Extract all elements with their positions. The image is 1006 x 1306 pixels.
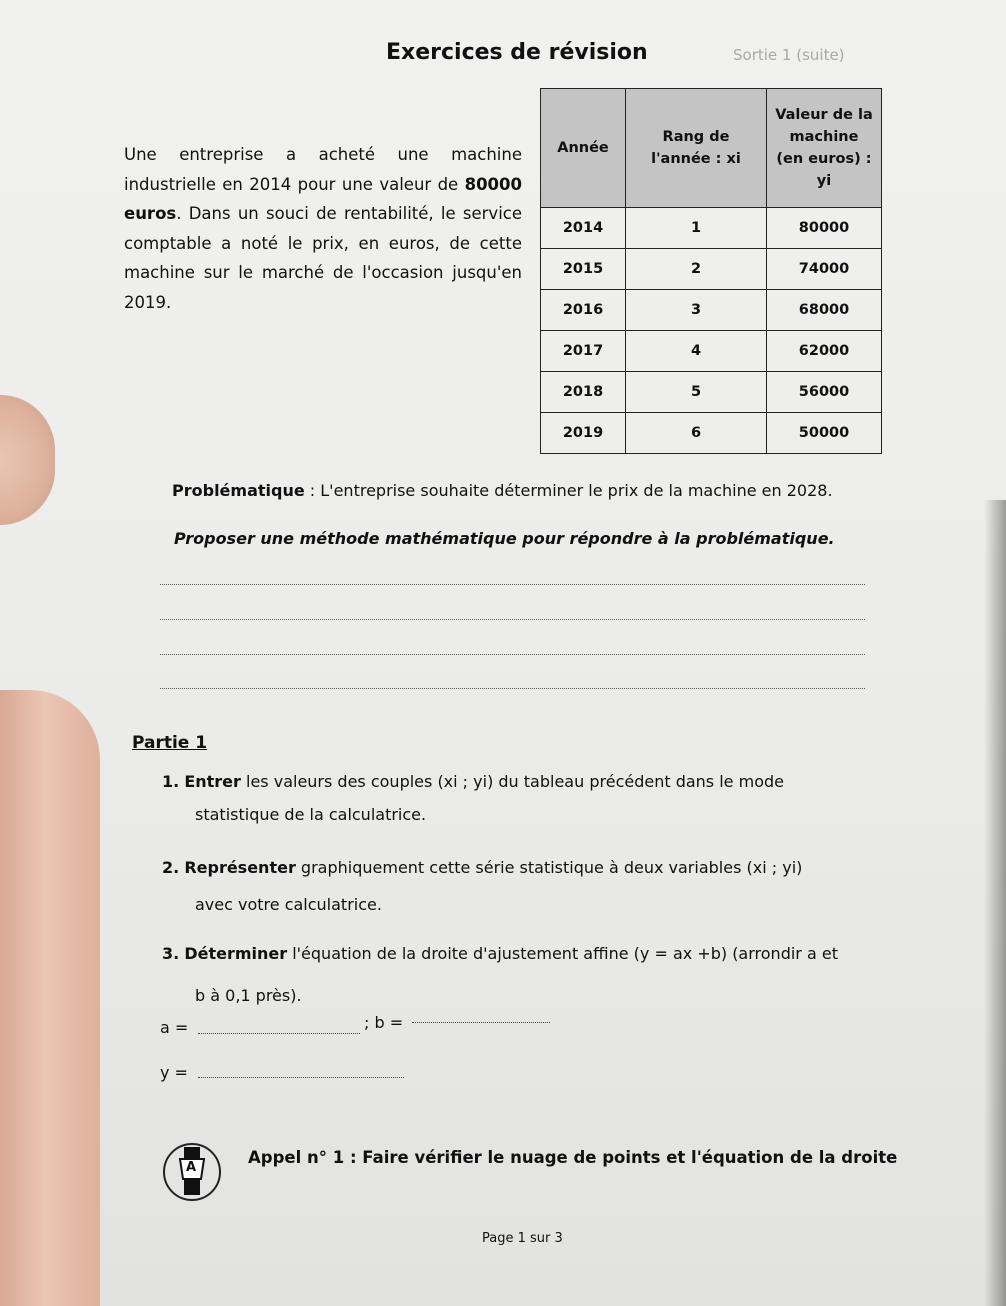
a-label: a = [160, 1018, 189, 1037]
answer-line[interactable] [160, 654, 865, 655]
q1-line2: statistique de la calculatrice. [195, 805, 427, 824]
page-title: Exercices de révision [386, 40, 648, 65]
hand-finger [0, 690, 100, 1306]
problematique-label: Problématique [172, 481, 305, 500]
table-cell-annee: 2014 [541, 208, 626, 249]
appel-instruction [248, 1148, 897, 1167]
q3-line2: b à 0,1 près). [195, 986, 302, 1005]
b-label: ; b = [364, 1013, 404, 1032]
q3-verb: Déterminer [184, 944, 288, 963]
table-header-rang: Rang de l'année : xi [626, 89, 767, 208]
intro-text-start: Une entreprise a acheté une machine industrielle en 2014 pour une valeur de [124, 145, 522, 194]
intro-amount: 80000 euros [124, 174, 522, 223]
y-label: y = [160, 1063, 188, 1082]
table-cell-rang: 4 [626, 331, 767, 372]
table-cell-annee: 2018 [541, 372, 626, 413]
partie-heading: Partie 1 [132, 733, 208, 753]
q2-line2: avec votre calculatrice. [195, 895, 382, 914]
table-header-row [541, 89, 882, 208]
q1-number: 1. [162, 772, 180, 791]
b-answer-field[interactable] [412, 1008, 550, 1023]
q2-text: graphiquement cette série statistique à deux variables (xi ; yi) [295, 858, 803, 877]
table-cell-annee: 2019 [541, 413, 626, 454]
page-number: Page 1 sur 3 [482, 1231, 563, 1246]
q3-number: 3. [162, 944, 180, 963]
question-1 [162, 772, 784, 791]
header-folio: Sortie 1 (suite) [733, 46, 845, 64]
appel-badge-letter: A [186, 1160, 197, 1175]
table-cell-rang: 6 [626, 413, 767, 454]
table-cell-valeur: 68000 [767, 290, 882, 331]
a-answer-field[interactable] [198, 1019, 360, 1034]
table-cell-annee: 2016 [541, 290, 626, 331]
table-cell-valeur: 50000 [767, 413, 882, 454]
answer-line[interactable] [160, 688, 865, 689]
q1-text: les valeurs des couples (xi ; yi) du tableau précédent dans le mode [240, 772, 784, 791]
page-shadow [984, 500, 1006, 1306]
table-cell-annee: 2017 [541, 331, 626, 372]
table-row [541, 372, 882, 413]
y-answer-field[interactable] [198, 1063, 404, 1078]
appel-label: Appel n° 1 [248, 1148, 345, 1167]
table-cell-valeur: 56000 [767, 372, 882, 413]
table-cell-valeur: 74000 [767, 249, 882, 290]
table-row [541, 413, 882, 454]
table-row [541, 208, 882, 249]
problematique-text: : L'entreprise souhaite déterminer le prix de la machine en 2028. [304, 481, 833, 500]
table-cell-valeur: 80000 [767, 208, 882, 249]
table-cell-annee: 2015 [541, 249, 626, 290]
problematique [172, 481, 833, 500]
table-row [541, 249, 882, 290]
intro-paragraph [124, 140, 522, 317]
q3-text: l'équation de la droite d'ajustement affine (y = ax +b) (arrondir a et [287, 944, 838, 963]
q1-verb: Entrer [184, 772, 241, 791]
table-header-annee: Année [541, 89, 626, 208]
appel-badge-icon [163, 1143, 221, 1201]
question-3 [162, 944, 838, 963]
q2-number: 2. [162, 858, 180, 877]
table-cell-rang: 1 [626, 208, 767, 249]
table-row [541, 331, 882, 372]
table-cell-rang: 2 [626, 249, 767, 290]
intro-text-end: . Dans un souci de rentabilité, le service comptable a noté le prix, en euros, de cette machine sur le marché de l'occasion jusqu'en 2019. [124, 204, 522, 312]
answer-line[interactable] [160, 584, 865, 585]
table-cell-rang: 3 [626, 290, 767, 331]
price-table [540, 88, 882, 454]
table-header-valeur: Valeur de la machine (en euros) : yi [767, 89, 882, 208]
q2-verb: Représenter [184, 858, 296, 877]
table-cell-rang: 5 [626, 372, 767, 413]
question-2 [162, 858, 802, 877]
table-cell-valeur: 62000 [767, 331, 882, 372]
appel-text: : Faire vérifier le nuage de points et l'équation de la droite [344, 1148, 898, 1167]
proposer-instruction: Proposer une méthode mathématique pour répondre à la problématique. [174, 529, 835, 548]
answer-line[interactable] [160, 619, 865, 620]
table-row [541, 290, 882, 331]
